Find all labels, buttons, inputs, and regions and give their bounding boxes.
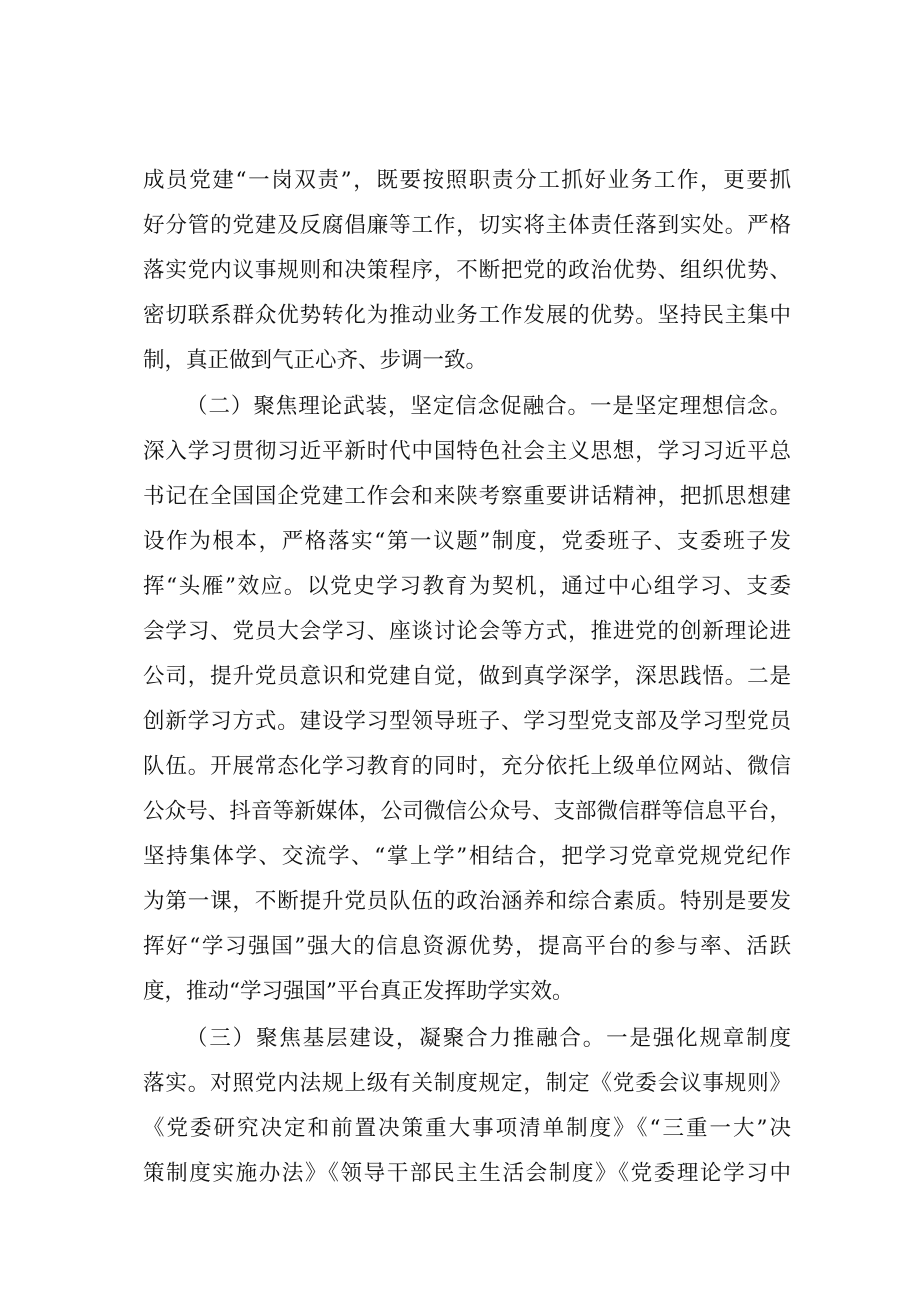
text-line: 《党委研究决定和前置决策重大事项清单制度》《“三重一大”决	[143, 1116, 791, 1141]
text-line: 策制度实施办法》《领导干部民主生活会制度》《党委理论学习中	[143, 1161, 791, 1186]
text-line: 落实党内议事规则和决策程序，不断把党的政治优势、组织优势、	[143, 258, 791, 283]
paragraph-2	[143, 384, 791, 1014]
text-line: 度，推动“学习强国”平台真正发挥助学实效。	[143, 979, 574, 1004]
text-line: 成员党建“一岗双责”，既要按照职责分工抓好业务工作，更要抓	[143, 168, 791, 193]
text-line: 好分管的党建及反腐倡廉等工作，切实将主体责任落到实处。严格	[143, 213, 791, 238]
text-line: 为第一课，不断提升党员队伍的政治涵养和综合素质。特别是要发	[143, 889, 791, 914]
text-line: 公司，提升党员意识和党建自觉，做到真学深学，深思践悟。二是	[143, 664, 791, 689]
text-line: 会学习、党员大会学习、座谈讨论会等方式，推进党的创新理论进	[143, 619, 791, 644]
text-line: 落实。对照党内法规上级有关制度规定，制定《党委会议事规则》	[143, 1071, 791, 1096]
text-line: 密切联系群众优势转化为推动业务工作发展的优势。坚持民主集中	[143, 303, 791, 328]
text-line: 挥“头雁”效应。以党史学习教育为契机，通过中心组学习、支委	[143, 574, 791, 599]
text-line: （二）聚焦理论武装，坚定信念促融合。一是坚定理想信念。	[186, 394, 791, 419]
text-line: 制，真正做到气正心齐、步调一致。	[143, 348, 488, 373]
paragraph-1	[143, 158, 791, 383]
text-line: 队伍。开展常态化学习教育的同时，充分依托上级单位网站、微信	[143, 754, 791, 779]
text-line: 公众号、抖音等新媒体，公司微信公众号、支部微信群等信息平台，	[143, 799, 791, 824]
text-line: 深入学习贯彻习近平新时代中国特色社会主义思想，学习习近平总	[143, 439, 791, 464]
text-line: （三）聚焦基层建设，凝聚合力推融合。一是强化规章制度	[186, 1026, 791, 1051]
text-line: 书记在全国国企党建工作会和来陕考察重要讲话精神，把抓思想建	[143, 484, 791, 509]
text-line: 挥好“学习强国”强大的信息资源优势，提高平台的参与率、活跃	[143, 934, 791, 959]
paragraph-3	[143, 1016, 791, 1196]
text-line: 设作为根本，严格落实“第一议题”制度，党委班子、支委班子发	[143, 529, 791, 554]
text-line: 创新学习方式。建设学习型领导班子、学习型党支部及学习型党员	[143, 709, 791, 734]
text-line: 坚持集体学、交流学、“掌上学”相结合，把学习党章党规党纪作	[143, 844, 791, 869]
